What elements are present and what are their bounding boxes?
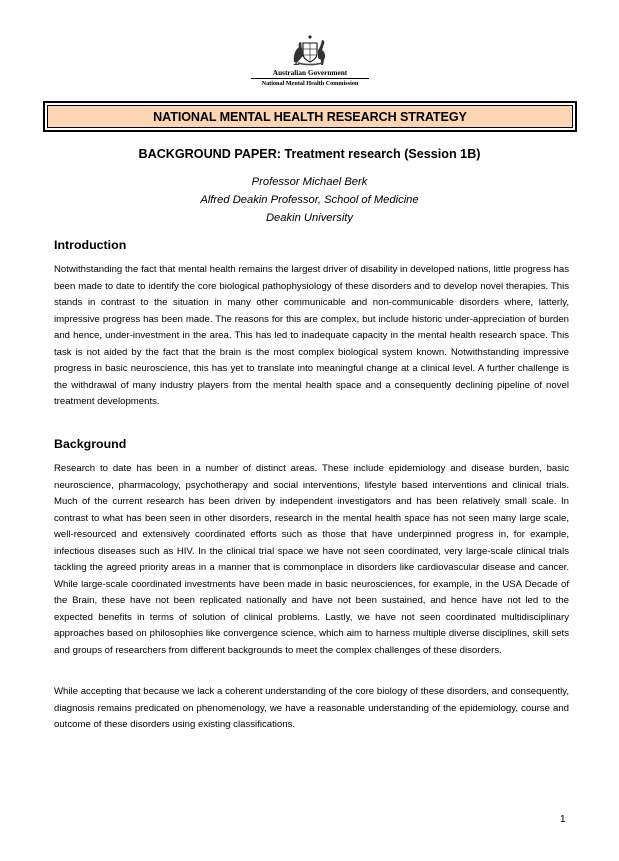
background-paragraph-2: While accepting that because we lack a coherent understanding of the core biology of these disorders, and consequently, diagnosis remains predicated on phenomenology, we have a reasonable understanding of the epidemiology, course and outcome of these disorders using existing classifications. bbox=[54, 686, 569, 730]
government-name: Australian Government bbox=[272, 68, 348, 77]
government-logo bbox=[250, 34, 370, 88]
section-heading-introduction: Introduction bbox=[54, 238, 127, 252]
commission-name: National Mental Health Commission bbox=[261, 80, 359, 87]
author-title: Alfred Deakin Professor, School of Medicine bbox=[200, 194, 419, 206]
coat-of-arms-icon bbox=[290, 34, 330, 66]
logo-divider bbox=[251, 78, 369, 79]
author-affiliation: Deakin University bbox=[265, 212, 354, 224]
title-banner bbox=[43, 101, 577, 132]
background-paragraph-1: Research to date has been in a number of distinct areas. These include epidemiology and disease burden, basic neuroscience, pharmacology, psychotherapy and social interventions, lifestyle based interventions and clinical trials. Much of the current research has been driven by independent investigators and has been relatively small scale. In contrast to what has been seen in other disorders, research in the mental health space has not seen many large scale, well-resourced and extensively coordinated efforts such as those that have underpinned progress in, for example, infectious diseases such as HIV. In the clinical trial space we have not seen coordinated, very large-scale clinical trials tackling the agreed priority areas in a manner that is commonplace in disorders like cardiovascular disease and cancer. While large-scale coordinated investments have been made in basic neurosciences, for example, in the USA Decade of the Brain, these have not been replicated nationally and have not been sustained, and hence have not led to the expected benefits in terms of solution of clinical problems. Lastly, we have not seen coordinated multidisciplinary approaches based on philosophies like convergence science, which aim to harness multiple diverse disciplines, skill sets and groups of researchers from different backgrounds to meet the complex challenges of these disorders. bbox=[54, 463, 569, 656]
document-title: NATIONAL MENTAL HEALTH RESEARCH STRATEGY bbox=[47, 105, 573, 128]
introduction-paragraph: Notwithstanding the fact that mental health remains the largest driver of disability in developed nations, little progress has been made to date to identify the core biological pathophysiology of these disorders and to develop novel therapies. This stands in contrast to the situation in many other communicable and non-communicable disorders where, latterly, impressive progress has been made. The reasons for this are complex, but include historic under-appreciation of burden and hence, under-investment in the area. This has led to inadequate capacity in the mental health research space. This task is not aided by the fact that the brain is the most complex biological system known. Notwithstanding impressive progress in basic neuroscience, this has yet to translate into meaningful change at a clinical level. A further challenge is the withdrawal of many industry players from the mental health space and a consequently declining pipeline of novel treatment developments. bbox=[54, 264, 569, 407]
document-subtitle: BACKGROUND PAPER: Treatment research (Session 1B) bbox=[138, 147, 481, 161]
page-number: 1 bbox=[560, 814, 566, 825]
section-heading-background: Background bbox=[54, 437, 127, 451]
author-name: Professor Michael Berk bbox=[251, 176, 368, 188]
